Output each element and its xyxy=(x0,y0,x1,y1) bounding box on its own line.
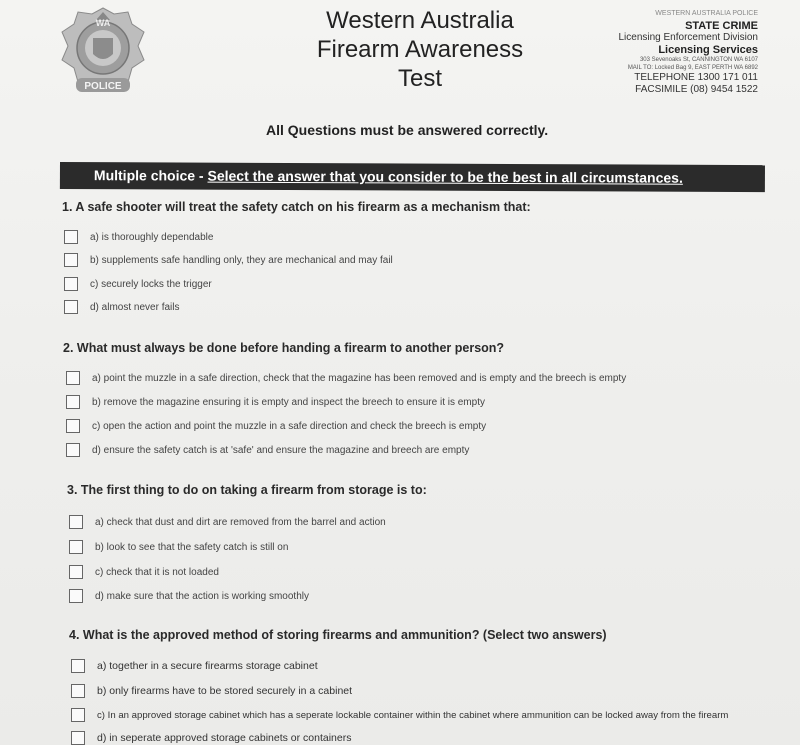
svg-text:WA: WA xyxy=(95,18,111,28)
option-row[interactable] xyxy=(71,731,352,745)
agency-line-3: Licensing Enforcement Division xyxy=(618,32,758,43)
option-text: d) make sure that the action is working smoothly xyxy=(95,590,309,602)
checkbox[interactable] xyxy=(71,731,85,745)
checkbox[interactable] xyxy=(66,371,80,385)
checkbox[interactable] xyxy=(64,277,78,291)
option-text: c) In an approved storage cabinet which has a seperate lockable container within the cabinet where ammunition can be locked away from the firearm xyxy=(97,709,729,721)
option-text: b) look to see that the safety catch is still on xyxy=(95,541,289,553)
checkbox[interactable] xyxy=(69,515,83,529)
checkbox[interactable] xyxy=(71,659,85,673)
section-banner xyxy=(60,162,765,192)
checkbox[interactable] xyxy=(69,565,83,579)
option-text: c) securely locks the trigger xyxy=(90,278,212,290)
option-row[interactable] xyxy=(66,419,486,433)
question-1: 1. A safe shooter will treat the safety catch on his firearm as a mechanism that: xyxy=(62,200,531,214)
checkbox[interactable] xyxy=(71,684,85,698)
checkbox[interactable] xyxy=(69,589,83,603)
title-line-3: Test xyxy=(397,65,442,92)
checkbox[interactable] xyxy=(66,419,80,433)
option-text: c) open the action and point the muzzle in a safe direction and check the breech is empty xyxy=(92,420,487,432)
svg-text:POLICE: POLICE xyxy=(84,81,122,92)
option-text: d) ensure the safety catch is at 'safe' and ensure the magazine and breech are empty xyxy=(92,444,470,456)
agency-line-7: TELEPHONE 1300 171 011 xyxy=(634,72,758,83)
option-row[interactable] xyxy=(66,395,485,409)
checkbox[interactable] xyxy=(64,300,78,314)
agency-line-6: MAIL TO: Locked Bag 9, EAST PERTH WA 6892 xyxy=(627,65,758,71)
option-row[interactable] xyxy=(64,253,393,267)
checkbox[interactable] xyxy=(71,708,85,722)
checkbox[interactable] xyxy=(66,443,80,457)
banner-label: Multiple choice - xyxy=(93,167,208,184)
notice-text: All Questions must be answered correctly. xyxy=(266,122,549,138)
option-row[interactable] xyxy=(66,443,469,457)
checkbox[interactable] xyxy=(66,395,80,409)
agency-line-8: FACSIMILE (08) 9454 1522 xyxy=(635,84,758,95)
option-text: d) almost never fails xyxy=(90,301,180,313)
option-text: b) supplements safe handling only, they are mechanical and may fail xyxy=(90,254,393,266)
option-text: a) check that dust and dirt are removed from the barrel and action xyxy=(95,516,386,528)
option-text: c) check that it is not loaded xyxy=(95,566,219,578)
option-row[interactable] xyxy=(71,708,728,722)
option-row[interactable] xyxy=(69,589,309,603)
option-text: a) point the muzzle in a safe direction, check that the magazine has been removed and is empty and the breech is empty xyxy=(92,372,627,384)
option-row[interactable] xyxy=(66,371,626,385)
option-row[interactable] xyxy=(64,300,179,314)
option-text: a) is thoroughly dependable xyxy=(90,231,214,243)
option-row[interactable] xyxy=(64,230,213,244)
question-4: 4. What is the approved method of storing firearms and ammunition? (Select two answers) xyxy=(69,628,607,642)
agency-line-5: 303 Sevenoaks St, CANNINGTON WA 6107 xyxy=(639,57,758,63)
banner-instruction: Select the answer that you consider to be the best in all circumstances. xyxy=(207,167,683,186)
checkbox[interactable] xyxy=(64,253,78,267)
option-row[interactable] xyxy=(69,540,288,554)
question-3: 3. The first thing to do on taking a firearm from storage is to: xyxy=(67,483,427,497)
option-row[interactable] xyxy=(69,565,219,579)
option-text: b) remove the magazine ensuring it is empty and inspect the breech to ensure it is empty xyxy=(92,396,485,408)
option-row[interactable] xyxy=(71,684,352,698)
agency-line-2: STATE CRIME xyxy=(685,20,758,32)
agency-line-4: Licensing Services xyxy=(658,44,758,56)
title-line-2: Firearm Awareness xyxy=(316,36,524,63)
option-text: b) only firearms have to be stored securely in a cabinet xyxy=(97,685,353,697)
page-title xyxy=(270,6,570,93)
option-text: d) in seperate approved storage cabinets or containers xyxy=(97,732,352,744)
checkbox[interactable] xyxy=(69,540,83,554)
question-2: 2. What must always be done before handing a firearm to another person? xyxy=(63,341,505,355)
checkbox[interactable] xyxy=(64,230,78,244)
wa-police-logo xyxy=(58,4,148,96)
option-text: a) together in a secure firearms storage cabinet xyxy=(97,660,318,672)
agency-address-block xyxy=(588,8,758,96)
title-line-1: Western Australia xyxy=(326,7,514,34)
option-row[interactable] xyxy=(71,659,318,673)
agency-line-1: WESTERN AUSTRALIA POLICE xyxy=(655,10,758,17)
option-row[interactable] xyxy=(69,515,386,529)
option-row[interactable] xyxy=(64,277,212,291)
